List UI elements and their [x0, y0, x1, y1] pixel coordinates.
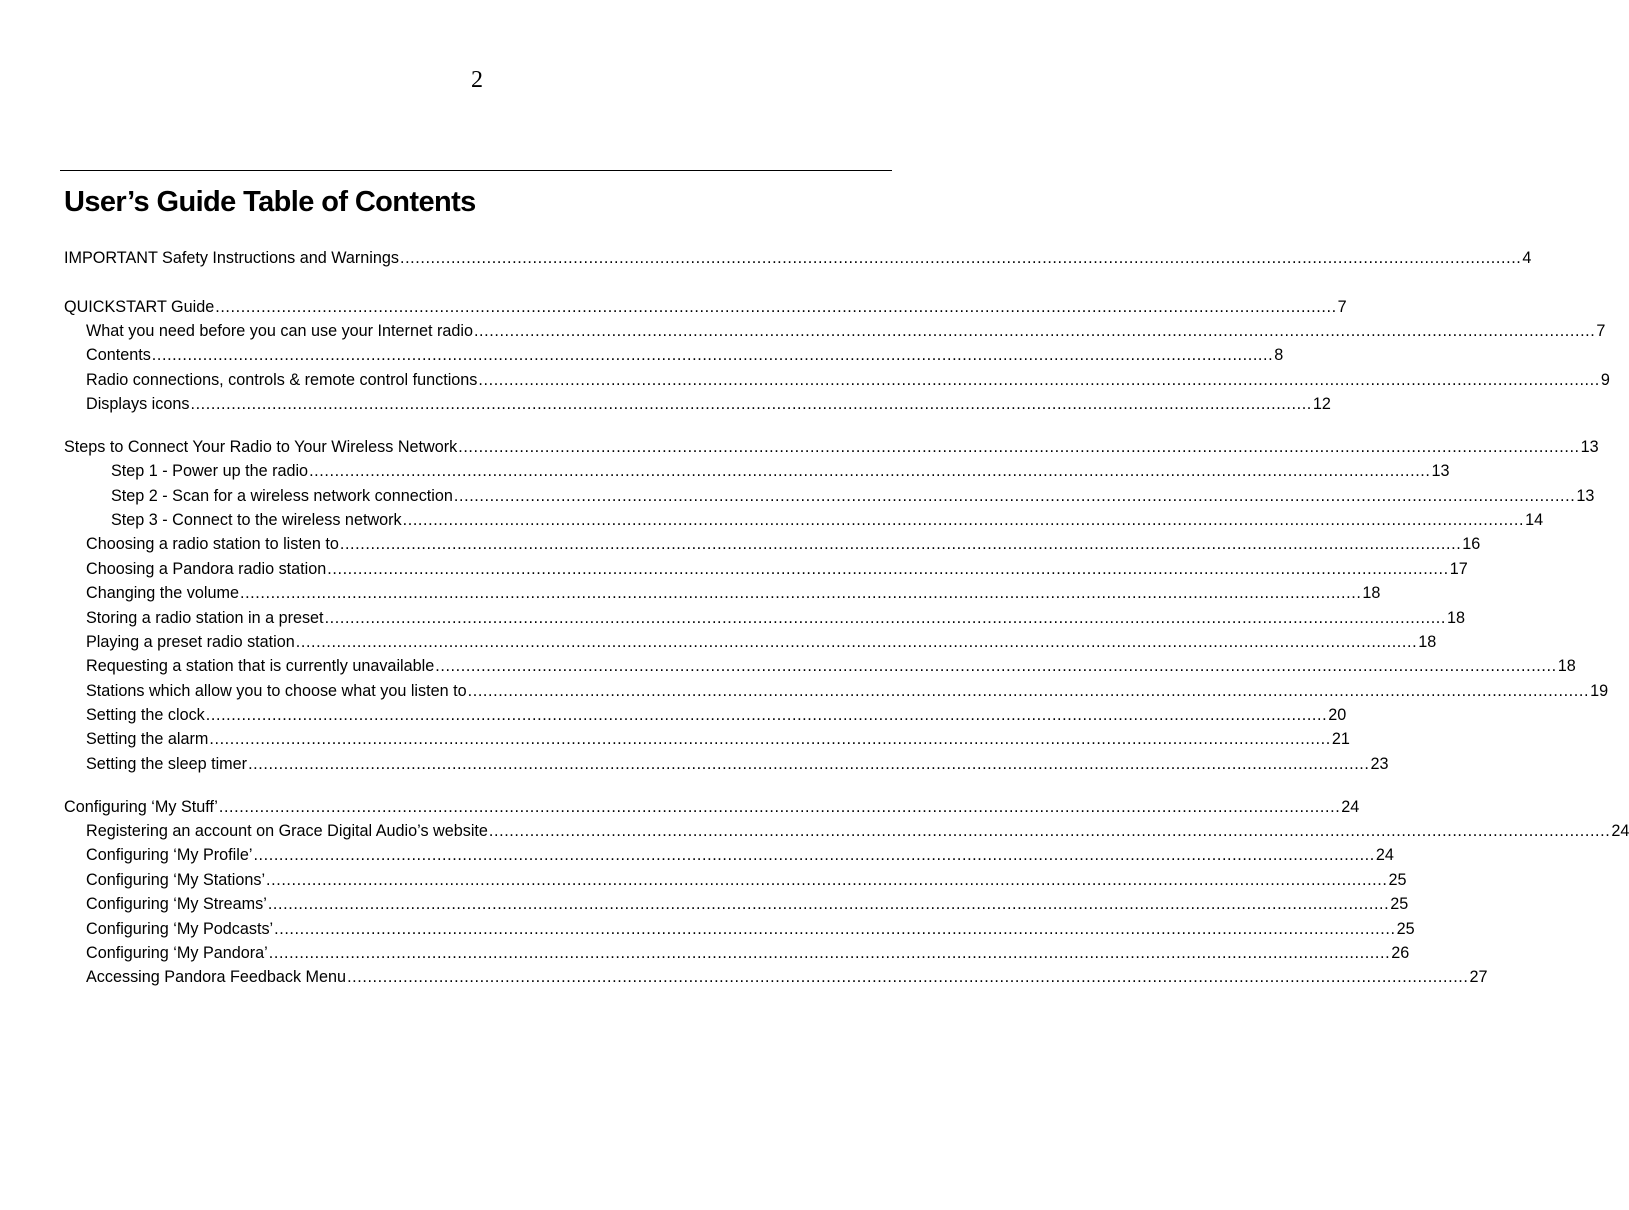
page-number: 2	[471, 67, 483, 93]
header-rule	[60, 170, 892, 171]
dot-leader: ............................................................................................................................................................................................................................	[190, 395, 1312, 413]
toc-entry-label: Registering an account on Grace Digital Audio’s website	[86, 822, 488, 840]
dot-leader: ............................................................................................................................................................................................................................	[215, 298, 1337, 316]
dot-leader: ............................................................................................................................................................................................................................	[253, 846, 1375, 864]
toc-entry-stations-choose[interactable]	[86, 680, 1609, 702]
toc-entry-label: Choosing a Pandora radio station	[86, 560, 327, 578]
dot-leader: ............................................................................................................................................................................................................................	[453, 487, 1576, 505]
toc-entry-page: 12	[1312, 395, 1331, 413]
toc-entry-my-profile[interactable]	[86, 844, 1394, 866]
toc-entry-safety-instructions[interactable]	[64, 247, 1532, 269]
toc-entry-page: 16	[1462, 535, 1481, 553]
toc-entry-choosing-station[interactable]	[86, 533, 1481, 555]
toc-entry-label: Configuring ‘My Pandora’	[86, 944, 268, 962]
toc-entry-my-stuff[interactable]	[64, 796, 1360, 818]
toc-entry-page: 18	[1362, 584, 1381, 602]
toc-entry-label: IMPORTANT Safety Instructions and Warnings	[64, 249, 399, 267]
toc-entry-setting-clock[interactable]	[86, 704, 1347, 726]
toc-entry-label: Configuring ‘My Podcasts’	[86, 920, 274, 938]
dot-leader: ............................................................................................................................................................................................................................	[151, 346, 1274, 364]
toc-entry-storing-preset[interactable]	[86, 607, 1466, 629]
dot-leader: ............................................................................................................................................................................................................................	[402, 511, 1525, 529]
toc-entry-setting-alarm[interactable]	[86, 728, 1350, 750]
toc-entry-page: 25	[1396, 920, 1415, 938]
toc-entry-page: 20	[1328, 706, 1347, 724]
toc-entry-page: 14	[1525, 511, 1544, 529]
toc-entry-label: Playing a preset radio station	[86, 633, 295, 651]
toc-entry-label: Setting the alarm	[86, 730, 209, 748]
dot-leader: ............................................................................................................................................................................................................................	[324, 609, 1446, 627]
toc-entry-pandora-feedback[interactable]	[86, 966, 1488, 988]
toc-entry-page: 13	[1580, 438, 1599, 456]
toc-entry-sleep-timer[interactable]	[86, 753, 1389, 775]
toc-entry-label: Steps to Connect Your Radio to Your Wireless Network	[64, 438, 458, 456]
toc-entry-page: 19	[1590, 682, 1609, 700]
dot-leader: ............................................................................................................................................................................................................................	[435, 657, 1557, 675]
toc-entry-step-2[interactable]	[111, 485, 1595, 507]
toc-entry-page: 13	[1431, 462, 1450, 480]
dot-leader: ............................................................................................................................................................................................................................	[339, 535, 1462, 553]
toc-entry-label: Step 1 - Power up the radio	[111, 462, 309, 480]
toc-entry-contents[interactable]	[86, 344, 1284, 366]
dot-leader: ............................................................................................................................................................................................................................	[347, 968, 1469, 986]
toc-entry-my-streams[interactable]	[86, 893, 1409, 915]
dot-leader: ............................................................................................................................................................................................................................	[239, 584, 1362, 602]
toc-entry-label: Stations which allow you to choose what you listen to	[86, 682, 467, 700]
toc-entry-page: 13	[1576, 487, 1595, 505]
dot-leader: ............................................................................................................................................................................................................................	[399, 249, 1522, 267]
toc-entry-page: 17	[1449, 560, 1468, 578]
toc-entry-label: Choosing a radio station to listen to	[86, 535, 339, 553]
toc-entry-page: 24	[1611, 822, 1629, 840]
toc-entry-choosing-pandora[interactable]	[86, 558, 1468, 580]
toc-entry-page: 24	[1375, 846, 1394, 864]
toc-entry-page: 18	[1447, 609, 1466, 627]
toc-entry-page: 21	[1331, 730, 1350, 748]
toc-entry-label: Step 2 - Scan for a wireless network connection	[111, 487, 453, 505]
toc-entry-page: 25	[1390, 895, 1409, 913]
toc-entry-label: Radio connections, controls & remote control functions	[86, 371, 478, 389]
toc-entry-page: 27	[1469, 968, 1488, 986]
toc-entry-my-stations[interactable]	[86, 869, 1407, 891]
toc-entry-label: Configuring ‘My Profile’	[86, 846, 253, 864]
toc-entry-label: Step 3 - Connect to the wireless network	[111, 511, 402, 529]
toc-entry-label: What you need before you can use your Internet radio	[86, 322, 473, 340]
dot-leader: ............................................................................................................................................................................................................................	[488, 822, 1611, 840]
dot-leader: ............................................................................................................................................................................................................................	[478, 371, 1600, 389]
toc-entry-label: Displays icons	[86, 395, 190, 413]
toc-entry-label: Contents	[86, 346, 151, 364]
toc-entry-requesting-station[interactable]	[86, 655, 1576, 677]
toc-entry-label: Setting the clock	[86, 706, 205, 724]
toc-entry-page: 26	[1391, 944, 1410, 962]
toc-entry-label: Setting the sleep timer	[86, 755, 248, 773]
toc-entry-step-1[interactable]	[111, 460, 1450, 482]
toc-entry-page: 18	[1557, 657, 1576, 675]
toc-entry-page: 23	[1370, 755, 1389, 773]
toc-entry-page: 8	[1274, 346, 1284, 364]
toc-entry-label: Configuring ‘My Streams’	[86, 895, 267, 913]
toc-entry-page: 18	[1418, 633, 1437, 651]
dot-leader: ............................................................................................................................................................................................................................	[295, 633, 1418, 651]
toc-entry-connect-wireless[interactable]	[64, 436, 1599, 458]
dot-leader: ............................................................................................................................................................................................................................	[267, 895, 1390, 913]
toc-entry-playing-preset[interactable]	[86, 631, 1437, 653]
toc-entry-quickstart-guide[interactable]	[64, 296, 1347, 318]
toc-entry-label: Changing the volume	[86, 584, 239, 602]
toc-entry-label: Requesting a station that is currently unavailable	[86, 657, 435, 675]
dot-leader: ............................................................................................................................................................................................................................	[467, 682, 1590, 700]
toc-entry-displays-icons[interactable]	[86, 393, 1331, 415]
dot-leader: ............................................................................................................................................................................................................................	[327, 560, 1449, 578]
toc-entry-page: 7	[1596, 322, 1606, 340]
dot-leader: ............................................................................................................................................................................................................................	[309, 462, 1431, 480]
toc-entry-label: Configuring ‘My Stations’	[86, 871, 266, 889]
toc-title: User’s Guide Table of Contents	[64, 186, 476, 218]
toc-entry-page: 7	[1337, 298, 1347, 316]
toc-entry-label: Accessing Pandora Feedback Menu	[86, 968, 347, 986]
dot-leader: ............................................................................................................................................................................................................................	[218, 798, 1341, 816]
dot-leader: ............................................................................................................................................................................................................................	[458, 438, 1580, 456]
dot-leader: ............................................................................................................................................................................................................................	[473, 322, 1596, 340]
toc-entry-my-podcasts[interactable]	[86, 918, 1415, 940]
dot-leader: ............................................................................................................................................................................................................................	[209, 730, 1331, 748]
toc-entry-page: 24	[1341, 798, 1360, 816]
toc-entry-page: 9	[1600, 371, 1610, 389]
dot-leader: ............................................................................................................................................................................................................................	[274, 920, 1396, 938]
toc-entry-radio-connections[interactable]	[86, 369, 1610, 391]
toc-entry-page: 4	[1522, 249, 1532, 267]
toc-entry-registering-account[interactable]	[86, 820, 1629, 842]
dot-leader: ............................................................................................................................................................................................................................	[268, 944, 1391, 962]
toc-entry-label: QUICKSTART Guide	[64, 298, 215, 316]
toc-entry-label: Configuring ‘My Stuff’	[64, 798, 218, 816]
toc-entry-my-pandora[interactable]	[86, 942, 1410, 964]
dot-leader: ............................................................................................................................................................................................................................	[248, 755, 1370, 773]
toc-entry-page: 25	[1388, 871, 1407, 889]
dot-leader: ............................................................................................................................................................................................................................	[205, 706, 1328, 724]
toc-entry-changing-volume[interactable]	[86, 582, 1381, 604]
dot-leader: ............................................................................................................................................................................................................................	[266, 871, 1388, 889]
toc-entry-label: Storing a radio station in a preset	[86, 609, 324, 627]
toc-entry-step-3[interactable]	[111, 509, 1544, 531]
toc-entry-what-you-need[interactable]	[86, 320, 1606, 342]
